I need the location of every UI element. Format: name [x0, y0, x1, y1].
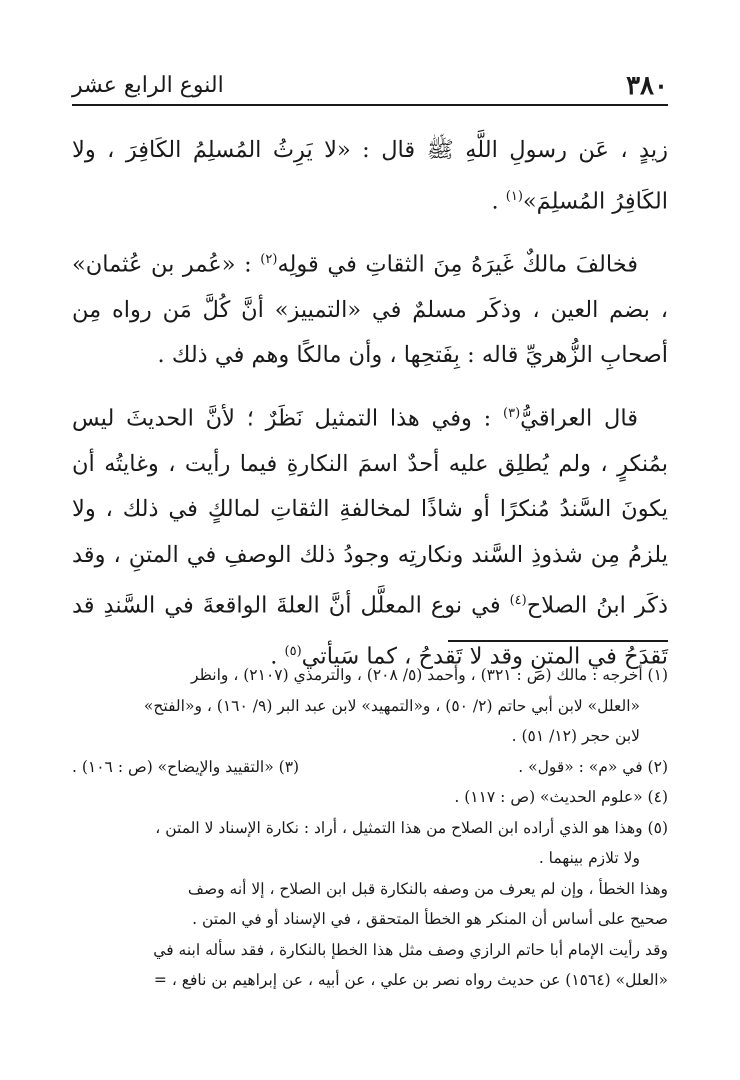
footnote-3: (٣) «التقييد والإيضاح» (ص : ١٠٦) .: [72, 757, 300, 776]
footnote-1-line: «العلل» لابن أبي حاتم (٢/ ٥٠) ، و«التمهيد» لابن عبد البر (٩/ ١٦٠) ، و«الفتح»: [143, 696, 640, 715]
footnote-5-line: وقد رأيت الإمام أبا حاتم الرازي وصف مثل هذا الخطإ بالنكارة ، فقد سأله ابنه في: [153, 940, 668, 959]
footnotes-2-3: [72, 752, 668, 783]
footnote-ref: (٤): [509, 593, 527, 608]
paragraph-text: فخالفَ مالكٌ غَيرَهُ مِنَ الثقاتِ في قولِه: [277, 251, 639, 277]
footnote-1-line: لابن حجر (١٢/ ٥١) .: [511, 727, 640, 745]
footnote-5-line: صحيح على أساس أن المنكر هو الخطأ المتحقق ، في الإسناد أو في المتن .: [192, 910, 668, 928]
footnote-5-line: وهذا الخطأ ، وإن لم يعرف من وصفه بالنكارة قبل ابن الصلاح ، إلا أنه وصف: [187, 879, 668, 898]
footnote-5-line: «العلل» (١٥٦٤) عن حديث رواه نصر بن علي ، عن أبيه ، عن إبراهيم بن نافع ، =: [153, 971, 668, 989]
paragraph-text: في نوع المعلَّل أنَّ العلةَ الواقعةَ في السَّندِ قد تَقدَحُ في المتنِ وقد لا تَقدحُ ، كما سَيأتي: [72, 592, 668, 670]
footnote-5-line: (٥) وهذا هو الذي أراده ابن الصلاح من هذا التمثيل ، أراد : نكارة الإسناد لا المتن ،: [155, 818, 668, 837]
footnote-5-line: ولا تلازم بينهما .: [538, 849, 640, 867]
paragraph-text: : وفي هذا التمثيل نَظَرٌ ؛ لأنَّ الحديثَ ليس بمُنكرٍ ، ولم يُطلِق عليه أحدٌ اسمَ النكارةِ فيما رأيت ، وغايتُه أن يكونَ السَّندُ مُنكرًا أو شاذًا لمخالفةِ الثقاتِ لمالكٍ في ذلك ، ولا يلزمُ مِن شذوذِ السَّند ونكارتِه وجودُ ذلك الوصفِ في المتنِ ، وقد ذكَر ابنُ الصلاح: [72, 405, 668, 619]
footnote-ref: (٥): [284, 644, 302, 659]
paragraph-iraqi: [72, 391, 668, 681]
footnotes: [72, 660, 668, 996]
page-header: [72, 64, 668, 106]
paragraph-tail: .: [270, 643, 285, 670]
footnote-1-line: (١) أخرجه : مالك (ص : ٣٢١) ، وأحمد (٥/ ٢٠٨) ، والترمذي (٢١٠٧) ، وانظر: [191, 666, 668, 684]
footnote-divider: [448, 640, 668, 642]
footnote-ref: (٣): [503, 405, 521, 421]
footnote-4: (٤) «علوم الحديث» (ص : ١١٧) .: [454, 788, 668, 806]
page-number: ٣٨٠: [626, 71, 668, 101]
paragraph-text: : «عُمر بن عُثمان» ، بضم العين ، وذكَر مسلمٌ في «التمييز» أنَّ كُلَّ مَن رواه مِن أصحابِ الزُّهريِّ قاله : بِفَتحِها ، وأن مالكًا وهم في ذلك .: [72, 251, 668, 368]
main-text: [72, 128, 668, 692]
footnote-ref: (١): [505, 188, 523, 204]
paragraph-malik: [72, 237, 668, 379]
footnote-2: (٢) في «م» : «قول» .: [518, 757, 668, 776]
paragraph-hadith: [72, 128, 668, 225]
paragraph-text: قال العراقيُّ: [520, 405, 638, 431]
running-title: النوع الرابع عشر: [72, 73, 224, 98]
paragraph-text: زيدٍ ، عَن رسولِ اللَّهِ ﷺ قال : «لا يَرِثُ المُسلِمُ الكَافِرَ ، ولا الكَافِرُ المُسلِمَ»: [72, 137, 668, 214]
footnote-ref: (٢): [260, 251, 278, 267]
paragraph-tail: .: [491, 188, 506, 214]
